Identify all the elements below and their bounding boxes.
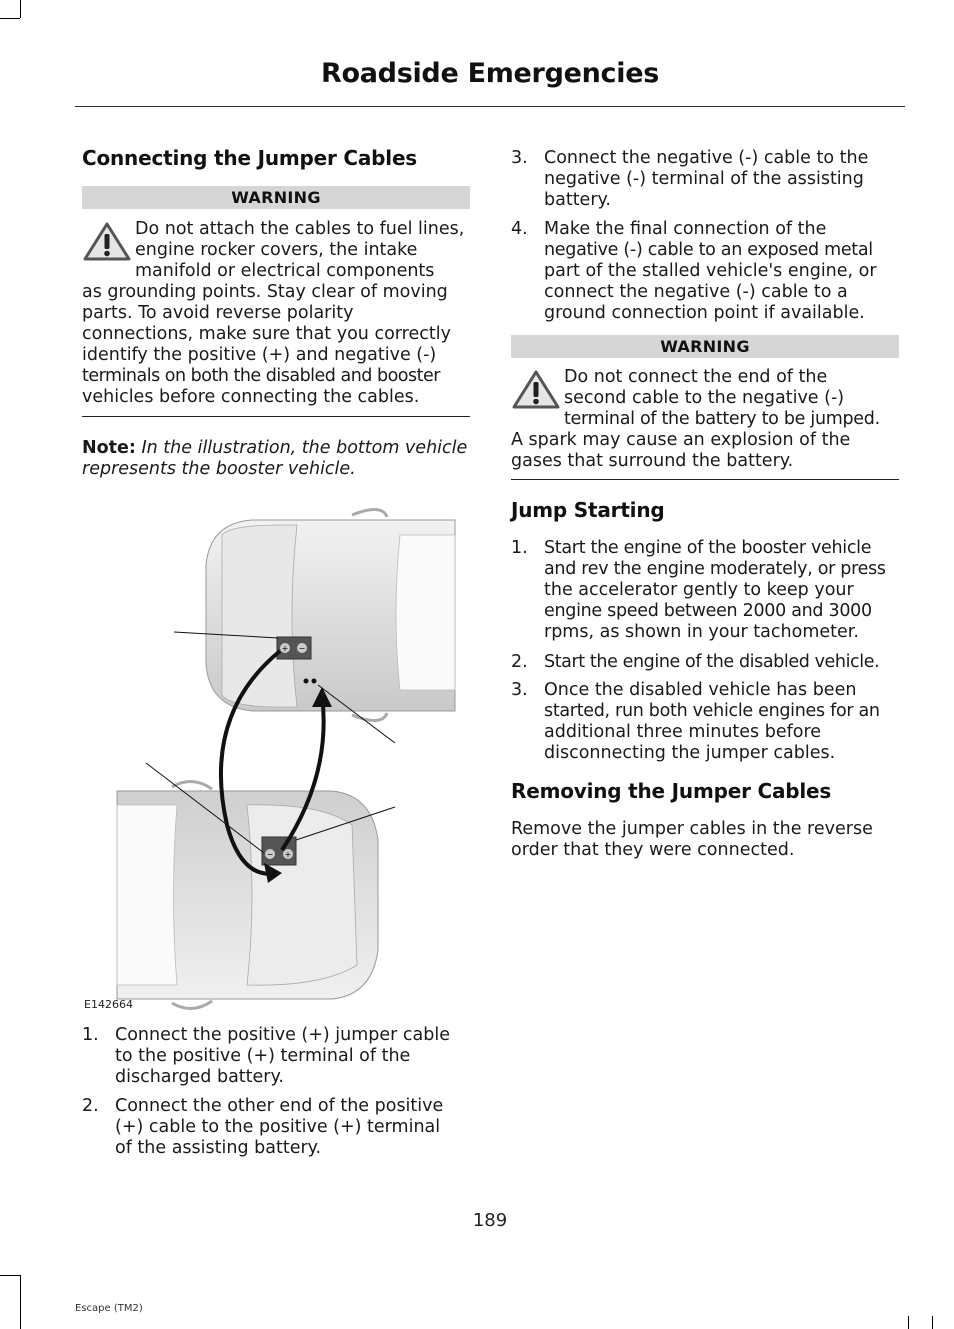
list-text: Make the final connection of the negative (-) cable to an exposed metal part of the stalled vehicle's engine, or connect the negative (-) cable to a ground connection point if available. [544,219,877,323]
note-text: In the illustration, the bottom vehicle [141,438,468,458]
list-number: 4. [511,219,528,239]
svg-text:−: − [298,644,306,653]
page-title: Roadside Emergencies [321,58,659,89]
warning-text: Do not connect the end of the second cable to the negative (-) terminal of the battery to be jumped. A spark may cause an explosion of the gases that surround the battery. [511,367,880,471]
list-number: 3. [511,148,528,168]
list-number: 1. [511,538,528,558]
list-number: 3. [511,680,528,700]
crop-mark [20,1275,21,1329]
warning-bar: WARNING [511,335,899,358]
warning-text: Do not attach the cables to fuel lines, engine rocker covers, the intake manifold or electrical components as grounding points. Stay clear of moving parts. To avoid reverse polarity connections, make sure that you correctly identify the positive (+) and negative (-) terminals on both the disabled and booster vehicles before connecting the cables. [82,219,465,407]
list-text: Connect the other end of the positive (+) cable to the positive (+) terminal of the assisting battery. [115,1096,444,1158]
title-divider [75,106,905,107]
page-number: 189 [472,1210,508,1231]
list-number: 1. [82,1025,99,1045]
crop-mark [20,0,21,18]
section-heading: Connecting the Jumper Cables [82,146,418,170]
list-number: 2. [82,1096,99,1116]
footer-model: Escape (TM2) [75,1303,143,1314]
list-number: 2. [511,652,528,672]
crop-mark [0,18,20,19]
section-heading: Jump Starting [511,498,665,522]
jumper-cable-illustration [82,495,470,1015]
list-text: Start the engine of the booster vehicle and rev the engine moderately, or press the accelerator gently to keep your engine speed between 2000 and 3000 rpms, as shown in your tachometer. [544,538,886,642]
booster-vehicle [117,781,378,1008]
warning-divider [82,416,470,417]
removing-text: Remove the jumper cables in the reverse order that they were connected. [511,819,873,860]
list-text: Start the engine of the disabled vehicle. [544,652,880,672]
figure-code: E142664 [84,998,133,1011]
crop-mark [0,1275,20,1276]
section-heading: Removing the Jumper Cables [511,779,832,803]
svg-text:+: + [284,850,292,859]
note-text: represents the booster vehicle. [82,459,356,479]
crop-mark [908,1316,909,1329]
svg-text:−: − [266,850,274,859]
list-text: Once the disabled vehicle has been started, run both vehicle engines for an additional three minutes before disconnecting the jumper cables. [544,680,880,763]
crop-mark [932,1316,933,1329]
warning-bar: WARNING [82,186,470,209]
note [82,438,474,480]
note-label: Note: [82,438,136,458]
warning-divider [511,479,899,480]
list-text: Connect the positive (+) jumper cable to the positive (+) terminal of the discharged battery. [115,1025,451,1087]
svg-text:+: + [281,644,289,653]
list-text: Connect the negative (-) cable to the negative (-) terminal of the assisting battery. [544,148,869,210]
